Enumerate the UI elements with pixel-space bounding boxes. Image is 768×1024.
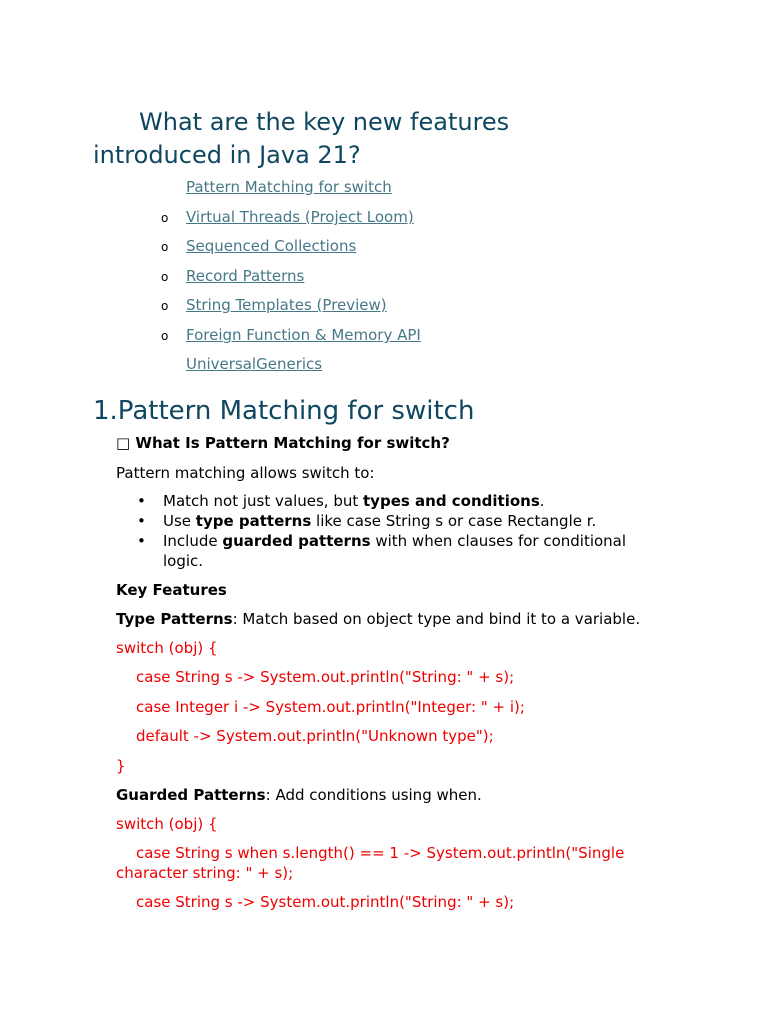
toc-item xyxy=(161,266,305,286)
bullet-icon: o xyxy=(161,211,169,225)
bullet-icon: • xyxy=(137,512,146,530)
code-line: default -> System.out.println("Unknown type"); xyxy=(136,727,494,745)
document-title: What are the key new features introduced in Java 21? xyxy=(93,108,510,169)
bullet-icon: o xyxy=(161,270,169,284)
toc-item xyxy=(161,295,387,315)
list-item: • Include guarded patterns with when clauses for conditional logic. xyxy=(137,532,627,570)
toc-item xyxy=(186,177,392,197)
guarded-patterns-paragraph: Guarded Patterns: Add conditions using when. xyxy=(116,786,482,804)
toc-link-foreign-function[interactable]: Foreign Function & Memory API xyxy=(186,326,421,344)
key-features-heading: Key Features xyxy=(116,581,227,599)
bullet-icon: o xyxy=(161,299,169,313)
intro-text: Pattern matching allows switch to: xyxy=(116,464,375,482)
code-line: case String s when s.length() == 1 -> System.out.println("Single character string: " + s); xyxy=(116,844,625,882)
bullet-icon: • xyxy=(137,492,146,510)
toc-link-record-patterns[interactable]: Record Patterns xyxy=(186,267,305,285)
type-patterns-paragraph: Type Patterns: Match based on object type and bind it to a variable. xyxy=(116,610,641,628)
toc-link-virtual-threads[interactable]: Virtual Threads (Project Loom) xyxy=(186,208,414,226)
subheading: □ What Is Pattern Matching for switch? xyxy=(116,434,450,452)
code-line: case String s -> System.out.println("String: " + s); xyxy=(136,668,515,686)
list-item: • Use type patterns like case String s or case Rectangle r. xyxy=(137,512,597,530)
toc-link-string-templates[interactable]: String Templates (Preview) xyxy=(186,296,387,314)
code-line: } xyxy=(116,757,126,775)
toc-item xyxy=(186,354,322,374)
toc-link-sequenced-collections[interactable]: Sequenced Collections xyxy=(186,237,357,255)
toc-link-universal-generics[interactable]: UniversalGenerics xyxy=(186,355,323,373)
toc-item xyxy=(161,207,414,227)
section-heading: 1.Pattern Matching for switch xyxy=(93,396,475,426)
placeholder-box-icon: □ xyxy=(116,434,131,452)
code-line: switch (obj) { xyxy=(116,815,218,833)
bullet-icon: o xyxy=(161,240,169,254)
toc-item xyxy=(161,325,421,345)
toc-item xyxy=(161,236,357,256)
bullet-icon: • xyxy=(137,532,146,550)
toc-link-pattern-matching[interactable]: Pattern Matching for switch xyxy=(186,178,392,196)
code-line: case Integer i -> System.out.println("Integer: " + i); xyxy=(136,698,525,716)
code-line: switch (obj) { xyxy=(116,639,218,657)
code-line: case String s -> System.out.println("String: " + s); xyxy=(136,893,515,911)
list-item: • Match not just values, but types and conditions. xyxy=(137,492,545,510)
bullet-icon: o xyxy=(161,329,169,343)
